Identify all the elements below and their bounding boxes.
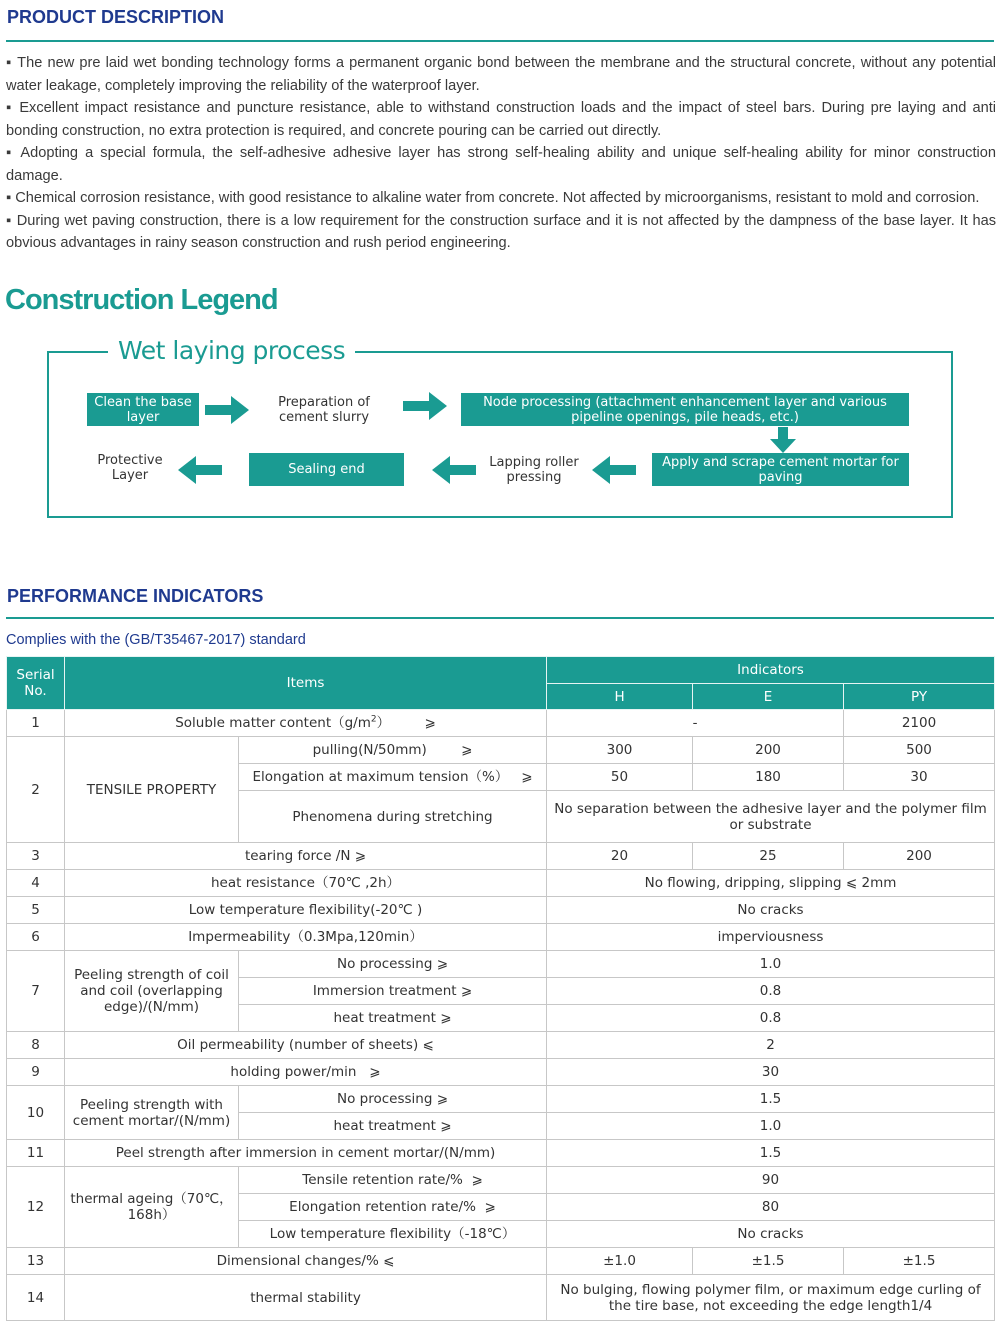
- serial-cell: 4: [7, 870, 65, 897]
- value-cell: 180: [693, 764, 844, 791]
- value-cell: 2: [547, 1032, 995, 1059]
- step-preparation-cement-slurry: Preparation of cement slurry: [278, 394, 370, 425]
- table-row: [7, 1032, 995, 1059]
- table-row: [7, 1059, 995, 1086]
- divider: [6, 40, 994, 42]
- item-cell: thermal stability: [65, 1275, 547, 1321]
- description-bullet: ▪ Adopting a special formula, the self-adhesive adhesive layer has strong self-healing ability and unique self-healing ability for minor construction damage.: [6, 145, 996, 184]
- group-cell: TENSILE PROPERTY: [65, 737, 239, 843]
- performance-indicators-heading: PERFORMANCE INDICATORS: [7, 586, 264, 606]
- arrow-right-icon: [205, 396, 249, 424]
- serial-cell: 10: [7, 1086, 65, 1140]
- serial-cell: 9: [7, 1059, 65, 1086]
- value-cell: 500: [844, 737, 995, 764]
- value-cell: 200: [693, 737, 844, 764]
- value-cell: 25: [693, 843, 844, 870]
- serial-cell: 6: [7, 924, 65, 951]
- table-row: [7, 1167, 995, 1194]
- item-cell: Low temperature flexibility（-18℃）: [239, 1221, 547, 1248]
- item-cell: heat resistance（70℃ ,2h）: [65, 870, 547, 897]
- table-row: [7, 843, 995, 870]
- value-cell: No flowing, dripping, slipping ⩽ 2mm: [547, 870, 995, 897]
- description-bullet: ▪ Chemical corrosion resistance, with good resistance to alkaline water from concrete. Not affected by microorganisms, resistant to mold and corrosion.: [6, 190, 980, 206]
- item-cell: holding power/min ⩾: [65, 1059, 547, 1086]
- serial-cell: 5: [7, 897, 65, 924]
- step-lapping-roller-pressing: Lapping roller pressing: [489, 454, 579, 485]
- description-bullet: ▪ During wet paving construction, there is a low requirement for the construction surface and it is not affected by the dampness of the base layer. It has obvious advantages in rainy season construction and rush period engineering.: [6, 212, 996, 251]
- serial-cell: 8: [7, 1032, 65, 1059]
- table-row: [7, 951, 995, 978]
- table-row: [7, 1086, 995, 1113]
- table-row: [7, 710, 995, 737]
- header-py: PY: [844, 684, 995, 710]
- value-cell: 1.0: [547, 951, 995, 978]
- serial-cell: 2: [7, 737, 65, 843]
- value-cell: 0.8: [547, 1005, 995, 1032]
- item-cell: Peel strength after immersion in cement mortar/(N/mm): [65, 1140, 547, 1167]
- item-superscript: 2: [370, 714, 377, 725]
- item-cell: Impermeability（0.3Mpa,120min）: [65, 924, 547, 951]
- value-cell: 300: [547, 737, 693, 764]
- table-row: [7, 1140, 995, 1167]
- table-row: [7, 1275, 995, 1321]
- arrow-left-icon: [178, 456, 222, 484]
- process-title: Wet laying process: [108, 336, 355, 365]
- description-bullet: ▪ The new pre laid wet bonding technology forms a permanent organic bond between the membrane and the structural concrete, without any potential water leakage, completely improving the reliability of the waterproof layer.: [6, 55, 996, 94]
- description-bullet: ▪ Excellent impact resistance and puncture resistance, able to withstand construction loads and the impact of steel bars. During pre laying and anti bonding construction, no extra protection is required, and concrete pouring can be carried out directly.: [6, 100, 996, 139]
- product-description-heading: PRODUCT DESCRIPTION: [7, 7, 225, 27]
- group-cell: Peeling strength with cement mortar/(N/mm): [65, 1086, 239, 1140]
- serial-cell: 1: [7, 710, 65, 737]
- serial-cell: 13: [7, 1248, 65, 1275]
- value-cell: 50: [547, 764, 693, 791]
- table-header-row: [7, 657, 995, 684]
- item-cell: Oil permeability (number of sheets) ⩽: [65, 1032, 547, 1059]
- process-diagram-frame: [47, 351, 953, 518]
- group-cell: thermal ageing（70℃，168h）: [65, 1167, 239, 1248]
- construction-legend-heading: Construction Legend: [5, 284, 278, 316]
- value-cell: 1.5: [547, 1140, 995, 1167]
- item-cell: Elongation retention rate/% ⩾: [239, 1194, 547, 1221]
- item-cell: Low temperature flexibility(-20℃ ): [65, 897, 547, 924]
- product-description-text: [6, 52, 996, 255]
- value-cell: imperviousness: [547, 924, 995, 951]
- value-cell: No bulging, flowing polymer film, or maximum edge curling of the tire base, not exceeding the edge length1/4: [547, 1275, 995, 1321]
- header-items: Items: [65, 657, 547, 710]
- header-indicators: Indicators: [547, 657, 995, 684]
- value-cell: 200: [844, 843, 995, 870]
- serial-cell: 7: [7, 951, 65, 1032]
- value-cell: ±1.5: [844, 1248, 995, 1275]
- arrow-left-icon: [592, 456, 636, 484]
- value-cell: 2100: [844, 710, 995, 737]
- value-cell: -: [547, 710, 844, 737]
- item-cell: No processing ⩾: [239, 951, 547, 978]
- serial-cell: 3: [7, 843, 65, 870]
- item-cell: Tensile retention rate/% ⩾: [239, 1167, 547, 1194]
- header-e: E: [693, 684, 844, 710]
- standard-note: Complies with the (GB/T35467-2017) standard: [6, 632, 306, 648]
- step-protective-layer: Protective Layer: [97, 453, 163, 483]
- item-cell: Phenomena during stretching: [239, 791, 547, 843]
- table-row: [7, 897, 995, 924]
- value-cell: 90: [547, 1167, 995, 1194]
- divider: [6, 617, 994, 619]
- performance-table: [6, 656, 995, 1321]
- item-text: ） ⩾: [376, 715, 436, 731]
- item-cell: Dimensional changes/% ⩽: [65, 1248, 547, 1275]
- step-apply-scrape-mortar: Apply and scrape cement mortar for paving: [652, 453, 909, 486]
- item-cell: heat treatment ⩾: [239, 1113, 547, 1140]
- item-cell: tearing force /N ⩾: [65, 843, 547, 870]
- item-cell: pulling(N/50mm) ⩾: [239, 737, 547, 764]
- table-row: [7, 1248, 995, 1275]
- table-row: [7, 870, 995, 897]
- table-row: [7, 737, 995, 764]
- item-cell: Immersion treatment ⩾: [239, 978, 547, 1005]
- item-cell: No processing ⩾: [239, 1086, 547, 1113]
- value-cell: 1.0: [547, 1113, 995, 1140]
- value-cell: ±1.0: [547, 1248, 693, 1275]
- value-cell: 1.5: [547, 1086, 995, 1113]
- item-text: Soluble matter content（g/m: [175, 715, 371, 731]
- value-cell: 20: [547, 843, 693, 870]
- value-cell: 30: [844, 764, 995, 791]
- step-sealing-end: Sealing end: [249, 453, 404, 486]
- value-cell: ±1.5: [693, 1248, 844, 1275]
- item-cell: Elongation at maximum tension（%） ⩾: [239, 764, 547, 791]
- value-cell: 0.8: [547, 978, 995, 1005]
- step-node-processing: Node processing (attachment enhancement layer and various pipeline openings, pile heads, etc.): [461, 393, 909, 426]
- table-row: [7, 924, 995, 951]
- group-cell: Peeling strength of coil and coil (overlapping edge)/(N/mm): [65, 951, 239, 1032]
- serial-cell: 14: [7, 1275, 65, 1321]
- value-cell: 30: [547, 1059, 995, 1086]
- step-clean-base-layer: Clean the base layer: [87, 393, 199, 426]
- value-cell: No cracks: [547, 1221, 995, 1248]
- arrow-right-icon: [403, 392, 447, 420]
- serial-cell: 12: [7, 1167, 65, 1248]
- header-h: H: [547, 684, 693, 710]
- arrow-left-icon: [432, 456, 476, 484]
- value-cell: No cracks: [547, 897, 995, 924]
- header-serial: Serial No.: [7, 657, 65, 710]
- serial-cell: 11: [7, 1140, 65, 1167]
- arrow-down-icon: [770, 427, 796, 453]
- value-cell: 80: [547, 1194, 995, 1221]
- value-cell: No separation between the adhesive layer and the polymer film or substrate: [547, 791, 995, 843]
- item-cell: heat treatment ⩾: [239, 1005, 547, 1032]
- item-cell: [65, 710, 547, 737]
